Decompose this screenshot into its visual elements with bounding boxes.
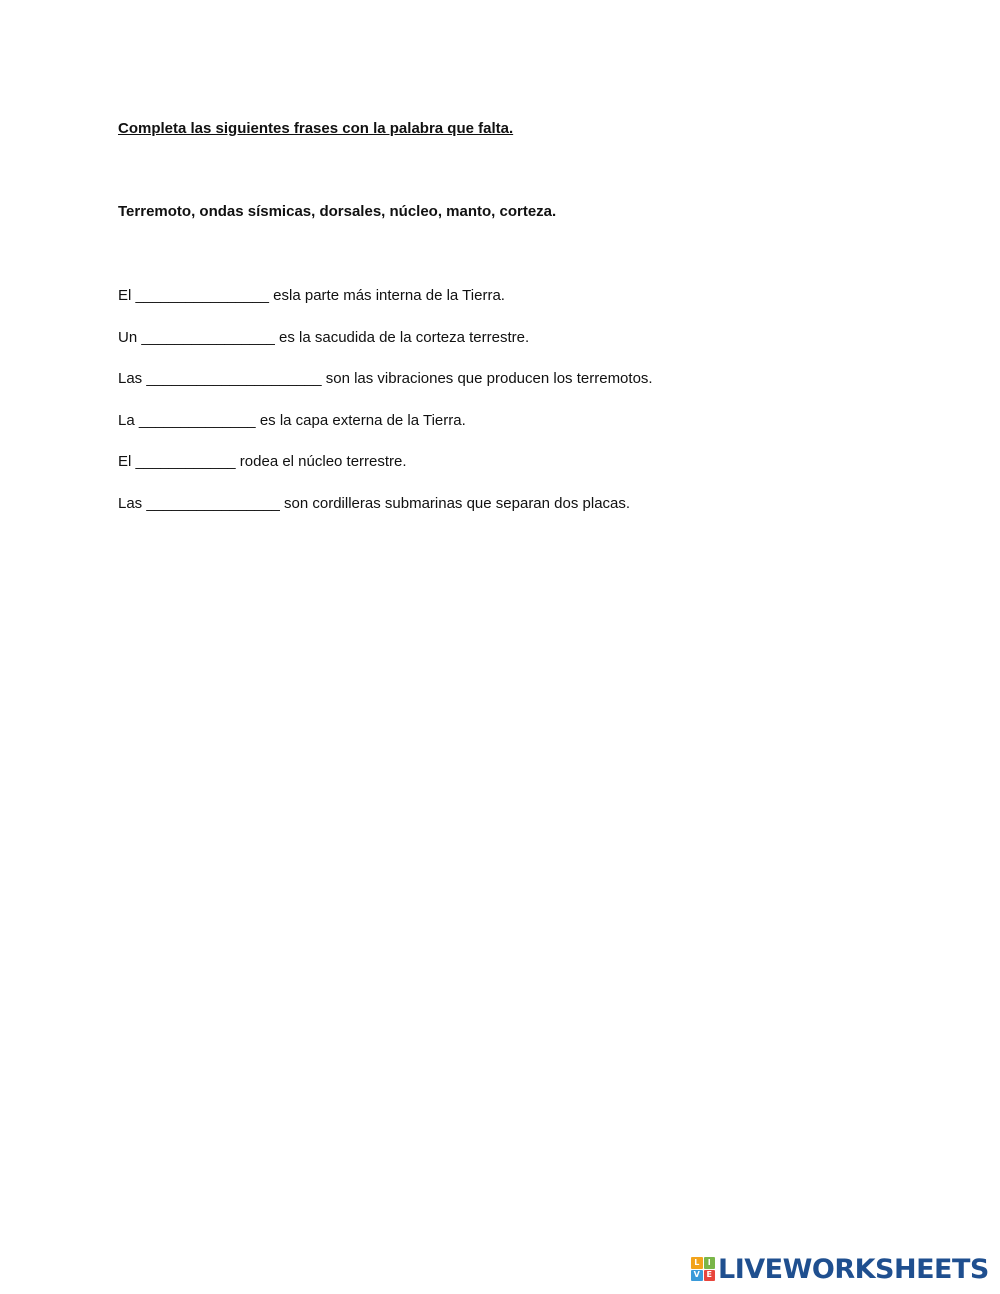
logo-badge-letter-l: L bbox=[691, 1257, 703, 1269]
liveworksheets-logo[interactable] bbox=[691, 1253, 989, 1285]
logo-badge-letter-i: I bbox=[704, 1257, 716, 1269]
sentence-1-blank[interactable]: ________________ bbox=[135, 287, 269, 304]
sentence-1-before: El bbox=[118, 287, 132, 304]
sentence-4-before: La bbox=[118, 411, 135, 429]
sentence-4-blank[interactable]: ______________ bbox=[138, 411, 256, 429]
sentence-2-after: es la sacudida de la corteza terrestre. bbox=[279, 328, 530, 346]
sentence-6-before: Las bbox=[118, 494, 143, 512]
sentence-3 bbox=[118, 369, 653, 411]
sentence-5-before: El bbox=[118, 453, 132, 471]
sentence-1-after: esla parte más interna de la Tierra. bbox=[273, 287, 505, 304]
sentence-2 bbox=[118, 328, 653, 370]
sentence-4 bbox=[118, 411, 653, 453]
sentence-3-blank[interactable]: _____________________ bbox=[146, 370, 322, 388]
sentence-5 bbox=[118, 452, 653, 494]
word-bank: Terremoto, ondas sísmicas, dorsales, núcleo, manto, corteza. bbox=[118, 203, 557, 220]
logo-badge-letter-v: V bbox=[691, 1270, 703, 1282]
sentence-list bbox=[118, 286, 653, 536]
sentence-6-after: son cordilleras submarinas que separan dos placas. bbox=[284, 494, 631, 512]
sentence-6 bbox=[118, 494, 653, 536]
sentence-1 bbox=[118, 286, 653, 328]
sentence-5-after: rodea el núcleo terrestre. bbox=[239, 453, 407, 471]
logo-text: LIVEWORKSHEETS bbox=[718, 1253, 989, 1285]
logo-badge-letter-e: E bbox=[704, 1270, 716, 1282]
sentence-3-before: Las bbox=[118, 370, 143, 388]
sentence-5-blank[interactable]: ____________ bbox=[135, 453, 236, 471]
sentence-3-after: son las vibraciones que producen los terremotos. bbox=[325, 370, 653, 388]
instruction-heading: Completa las siguientes frases con la palabra que falta. bbox=[118, 120, 514, 137]
sentence-2-before: Un bbox=[118, 328, 138, 346]
sentence-6-blank[interactable]: ________________ bbox=[146, 494, 280, 512]
logo-badge-icon bbox=[691, 1257, 715, 1281]
sentence-2-blank[interactable]: ________________ bbox=[141, 328, 275, 346]
sentence-4-after: es la capa externa de la Tierra. bbox=[259, 411, 466, 429]
